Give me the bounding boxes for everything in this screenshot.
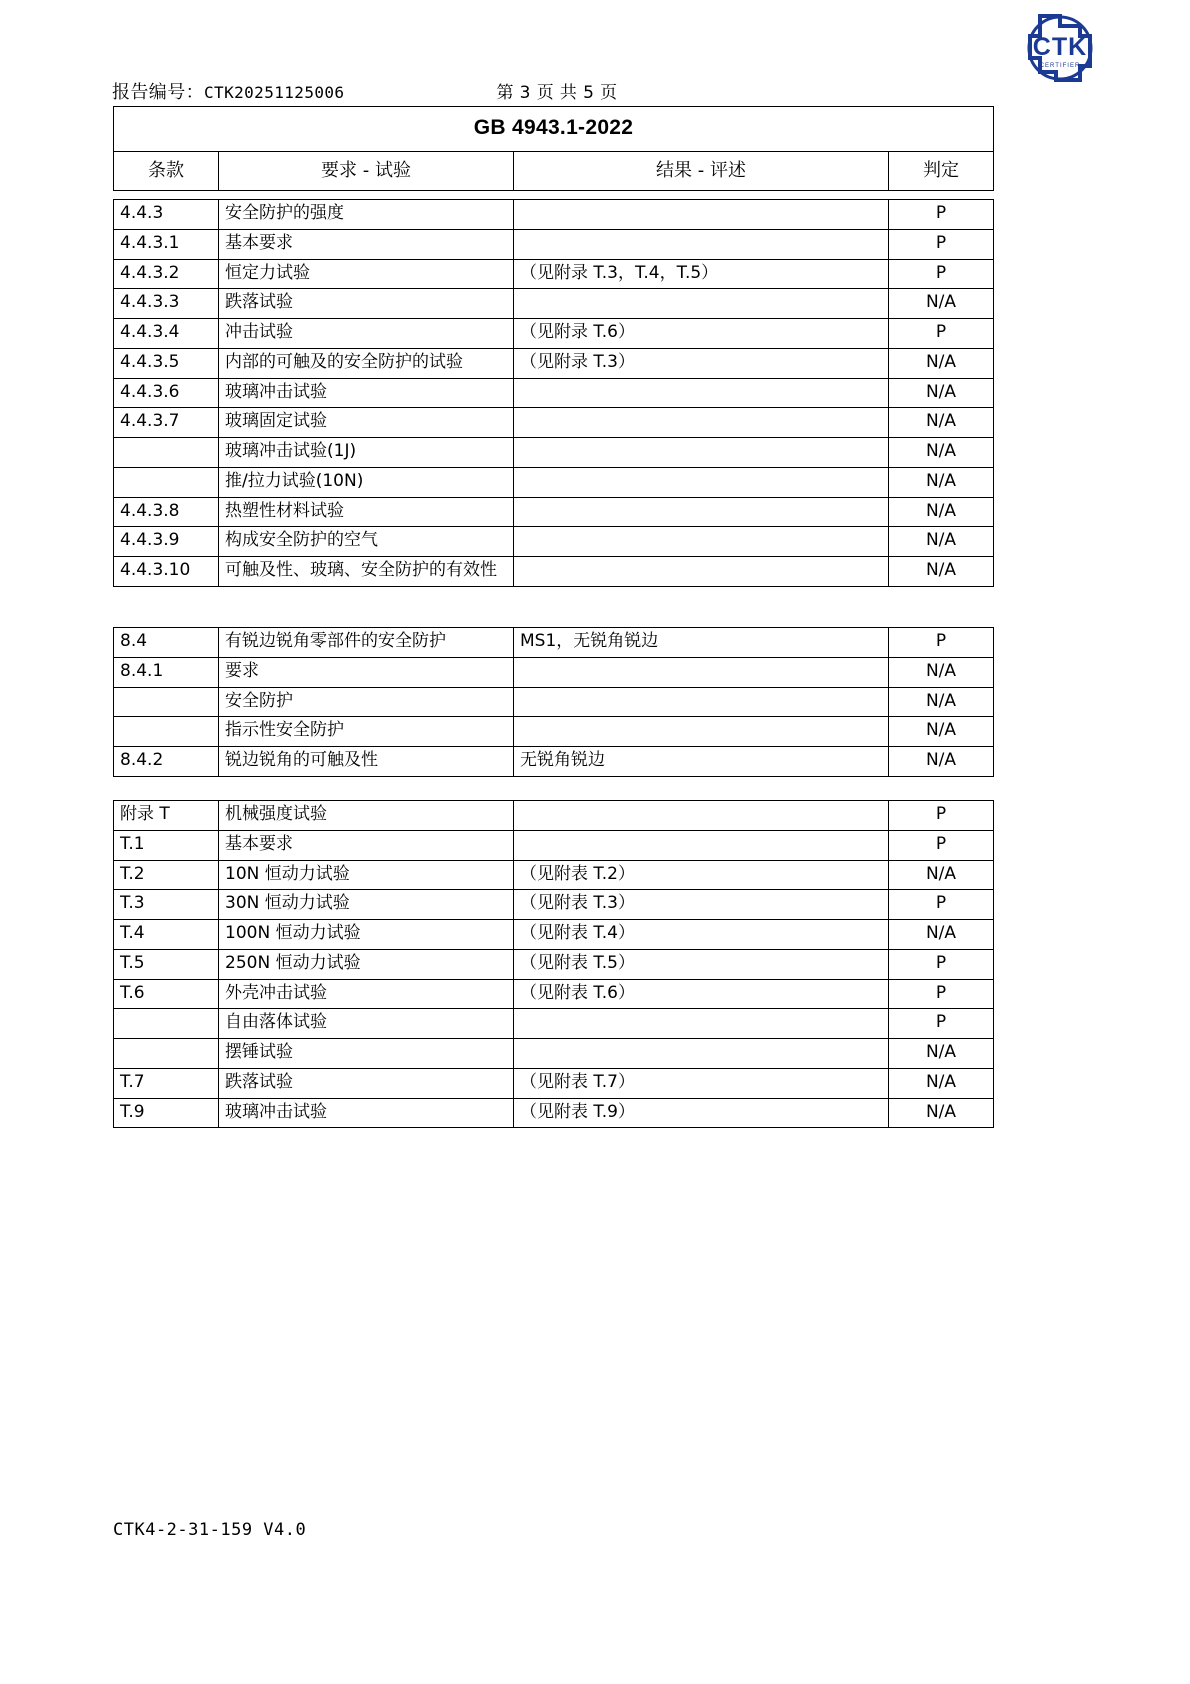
standard-title-table bbox=[113, 106, 994, 191]
standard-title-row bbox=[114, 107, 994, 152]
cell-verdict: N/A bbox=[889, 920, 994, 950]
cell-result bbox=[514, 497, 889, 527]
cell-verdict: N/A bbox=[889, 467, 994, 497]
table-row bbox=[114, 348, 994, 378]
table-row bbox=[114, 687, 994, 717]
table-row bbox=[114, 557, 994, 587]
cell-clause: 8.4.2 bbox=[114, 747, 219, 777]
cell-requirement: 跌落试验 bbox=[219, 1068, 514, 1098]
cell-verdict: N/A bbox=[889, 747, 994, 777]
document-footer: CTK4-2-31-159 V4.0 bbox=[113, 1520, 307, 1540]
cell-clause: T.3 bbox=[114, 890, 219, 920]
table-row bbox=[114, 1039, 994, 1069]
report-number bbox=[112, 78, 344, 104]
svg-text:CERTIFIER: CERTIFIER bbox=[1039, 63, 1081, 69]
cell-verdict: P bbox=[889, 830, 994, 860]
cell-requirement: 恒定力试验 bbox=[219, 259, 514, 289]
cell-requirement: 250N 恒动力试验 bbox=[219, 949, 514, 979]
table-row bbox=[114, 229, 994, 259]
cell-result bbox=[514, 289, 889, 319]
cell-clause: 4.4.3.9 bbox=[114, 527, 219, 557]
page-title: GB 4943.1-2022 bbox=[114, 107, 994, 152]
cell-clause: 附录 T bbox=[114, 801, 219, 831]
cell-result bbox=[514, 657, 889, 687]
cell-result: （见附表 T.2） bbox=[514, 860, 889, 890]
cell-clause: 4.4.3.2 bbox=[114, 259, 219, 289]
table-row bbox=[114, 1068, 994, 1098]
clause-table-body-3 bbox=[114, 801, 994, 1128]
table-row bbox=[114, 860, 994, 890]
cell-verdict: P bbox=[889, 229, 994, 259]
cell-requirement: 外壳冲击试验 bbox=[219, 979, 514, 1009]
cell-verdict: N/A bbox=[889, 1068, 994, 1098]
cell-clause: 8.4 bbox=[114, 628, 219, 658]
page-indicator: 第 3 页 共 5 页 bbox=[496, 83, 618, 103]
cell-verdict: P bbox=[889, 1009, 994, 1039]
table-row bbox=[114, 801, 994, 831]
cell-verdict: N/A bbox=[889, 438, 994, 468]
cell-verdict: N/A bbox=[889, 527, 994, 557]
table-row bbox=[114, 319, 994, 349]
cell-clause: T.7 bbox=[114, 1068, 219, 1098]
cell-verdict: P bbox=[889, 200, 994, 230]
cell-verdict: N/A bbox=[889, 497, 994, 527]
cell-requirement: 有锐边锐角零部件的安全防护 bbox=[219, 628, 514, 658]
cell-clause bbox=[114, 687, 219, 717]
table-row bbox=[114, 747, 994, 777]
cell-result: 无锐角锐边 bbox=[514, 747, 889, 777]
cell-verdict: N/A bbox=[889, 1098, 994, 1128]
cell-result: （见附表 T.9） bbox=[514, 1098, 889, 1128]
cell-result bbox=[514, 527, 889, 557]
cell-requirement: 自由落体试验 bbox=[219, 1009, 514, 1039]
column-header-verdict: 判定 bbox=[889, 151, 994, 190]
table-row bbox=[114, 830, 994, 860]
table-row bbox=[114, 497, 994, 527]
cell-verdict: P bbox=[889, 949, 994, 979]
cell-result bbox=[514, 438, 889, 468]
cell-requirement: 可触及性、玻璃、安全防护的有效性 bbox=[219, 557, 514, 587]
cell-requirement: 热塑性材料试验 bbox=[219, 497, 514, 527]
cell-verdict: N/A bbox=[889, 348, 994, 378]
cell-clause bbox=[114, 1009, 219, 1039]
clause-table-body-1 bbox=[114, 200, 994, 587]
report-number-label: 报告编号： bbox=[112, 82, 204, 103]
cell-requirement: 10N 恒动力试验 bbox=[219, 860, 514, 890]
cell-result: MS1，无锐角锐边 bbox=[514, 628, 889, 658]
table-row bbox=[114, 628, 994, 658]
cell-clause bbox=[114, 1039, 219, 1069]
table-row bbox=[114, 890, 994, 920]
cell-verdict: P bbox=[889, 259, 994, 289]
cell-result bbox=[514, 801, 889, 831]
cell-verdict: N/A bbox=[889, 860, 994, 890]
cell-verdict: N/A bbox=[889, 408, 994, 438]
cell-clause bbox=[114, 467, 219, 497]
table-row bbox=[114, 1009, 994, 1039]
cell-verdict: P bbox=[889, 319, 994, 349]
table-row bbox=[114, 259, 994, 289]
cell-clause bbox=[114, 438, 219, 468]
cell-clause: T.9 bbox=[114, 1098, 219, 1128]
svg-text:CTK: CTK bbox=[1032, 33, 1088, 61]
cell-verdict: N/A bbox=[889, 657, 994, 687]
cell-verdict: N/A bbox=[889, 717, 994, 747]
cell-result: （见附表 T.5） bbox=[514, 949, 889, 979]
table-row bbox=[114, 920, 994, 950]
table-row bbox=[114, 467, 994, 497]
cell-clause: T.2 bbox=[114, 860, 219, 890]
cell-requirement: 构成安全防护的空气 bbox=[219, 527, 514, 557]
cell-requirement: 30N 恒动力试验 bbox=[219, 890, 514, 920]
cell-clause: 4.4.3.1 bbox=[114, 229, 219, 259]
cell-clause: T.5 bbox=[114, 949, 219, 979]
table-row bbox=[114, 717, 994, 747]
cell-clause: 4.4.3.7 bbox=[114, 408, 219, 438]
cell-requirement: 指示性安全防护 bbox=[219, 717, 514, 747]
cell-requirement: 摆锤试验 bbox=[219, 1039, 514, 1069]
cell-verdict: P bbox=[889, 890, 994, 920]
cell-verdict: P bbox=[889, 801, 994, 831]
cell-requirement: 机械强度试验 bbox=[219, 801, 514, 831]
report-number-value: CTK20251125006 bbox=[204, 83, 345, 102]
cell-clause: 8.4.1 bbox=[114, 657, 219, 687]
cell-result: （见附表 T.4） bbox=[514, 920, 889, 950]
cell-result: （见附录 T.3） bbox=[514, 348, 889, 378]
cell-requirement: 玻璃冲击试验 bbox=[219, 1098, 514, 1128]
cell-requirement: 要求 bbox=[219, 657, 514, 687]
cell-verdict: N/A bbox=[889, 289, 994, 319]
column-header-clause: 条款 bbox=[114, 151, 219, 190]
table-row bbox=[114, 527, 994, 557]
cell-result bbox=[514, 378, 889, 408]
cell-result bbox=[514, 467, 889, 497]
cell-result bbox=[514, 830, 889, 860]
cell-result: （见附录 T.3，T.4，T.5） bbox=[514, 259, 889, 289]
cell-result bbox=[514, 229, 889, 259]
cell-result: （见附表 T.6） bbox=[514, 979, 889, 1009]
cell-result bbox=[514, 408, 889, 438]
ctk-logo bbox=[994, 14, 1098, 96]
cell-requirement: 玻璃冲击试验(1J) bbox=[219, 438, 514, 468]
cell-requirement: 跌落试验 bbox=[219, 289, 514, 319]
cell-requirement: 基本要求 bbox=[219, 830, 514, 860]
clause-table-4-4-3 bbox=[113, 199, 994, 587]
table-row bbox=[114, 289, 994, 319]
cell-clause: 4.4.3.4 bbox=[114, 319, 219, 349]
clause-table-8-4 bbox=[113, 627, 994, 777]
cell-clause: 4.4.3.8 bbox=[114, 497, 219, 527]
cell-verdict: P bbox=[889, 628, 994, 658]
clause-table-annex-t bbox=[113, 800, 994, 1128]
cell-requirement: 锐边锐角的可触及性 bbox=[219, 747, 514, 777]
cell-result bbox=[514, 1009, 889, 1039]
column-header-row bbox=[114, 151, 994, 190]
cell-requirement: 安全防护 bbox=[219, 687, 514, 717]
cell-requirement: 基本要求 bbox=[219, 229, 514, 259]
cell-result bbox=[514, 200, 889, 230]
cell-result bbox=[514, 557, 889, 587]
cell-clause: 4.4.3.3 bbox=[114, 289, 219, 319]
cell-verdict: P bbox=[889, 979, 994, 1009]
cell-result: （见附表 T.7） bbox=[514, 1068, 889, 1098]
table-row bbox=[114, 657, 994, 687]
table-row bbox=[114, 1098, 994, 1128]
cell-clause: T.6 bbox=[114, 979, 219, 1009]
clause-table-body-2 bbox=[114, 628, 994, 777]
table-row bbox=[114, 408, 994, 438]
cell-verdict: N/A bbox=[889, 687, 994, 717]
column-header-requirement: 要求 - 试验 bbox=[219, 151, 514, 190]
cell-result bbox=[514, 717, 889, 747]
cell-clause: 4.4.3 bbox=[114, 200, 219, 230]
table-row bbox=[114, 378, 994, 408]
table-row bbox=[114, 438, 994, 468]
cell-requirement: 玻璃冲击试验 bbox=[219, 378, 514, 408]
cell-requirement: 安全防护的强度 bbox=[219, 200, 514, 230]
cell-clause: T.1 bbox=[114, 830, 219, 860]
cell-result: （见附表 T.3） bbox=[514, 890, 889, 920]
cell-requirement: 玻璃固定试验 bbox=[219, 408, 514, 438]
table-row bbox=[114, 200, 994, 230]
cell-clause: 4.4.3.5 bbox=[114, 348, 219, 378]
table-row bbox=[114, 979, 994, 1009]
cell-verdict: N/A bbox=[889, 1039, 994, 1069]
cell-clause: 4.4.3.10 bbox=[114, 557, 219, 587]
cell-requirement: 100N 恒动力试验 bbox=[219, 920, 514, 950]
cell-verdict: N/A bbox=[889, 557, 994, 587]
cell-requirement: 推/拉力试验(10N) bbox=[219, 467, 514, 497]
cell-clause bbox=[114, 717, 219, 747]
document-header bbox=[112, 78, 992, 104]
table-row bbox=[114, 949, 994, 979]
cell-requirement: 内部的可触及的安全防护的试验 bbox=[219, 348, 514, 378]
cell-result bbox=[514, 1039, 889, 1069]
cell-verdict: N/A bbox=[889, 378, 994, 408]
cell-requirement: 冲击试验 bbox=[219, 319, 514, 349]
column-header-result: 结果 - 评述 bbox=[514, 151, 889, 190]
cell-clause: 4.4.3.6 bbox=[114, 378, 219, 408]
cell-clause: T.4 bbox=[114, 920, 219, 950]
cell-result bbox=[514, 687, 889, 717]
cell-result: （见附录 T.6） bbox=[514, 319, 889, 349]
